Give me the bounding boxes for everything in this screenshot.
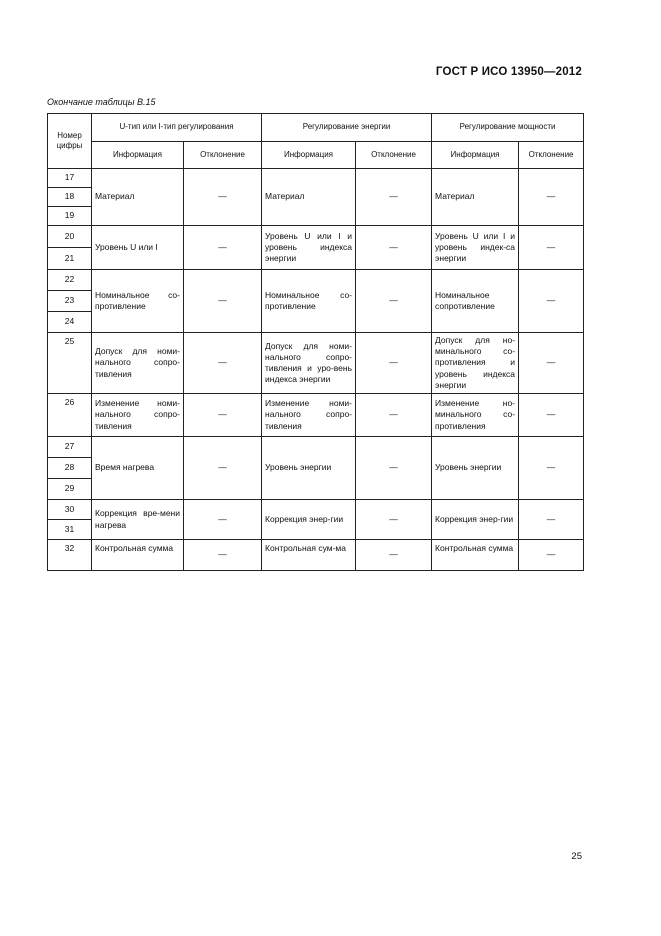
header-digit-number: Номер цифры [48, 114, 92, 169]
info-u: Время нагрева [92, 437, 184, 500]
page-number: 25 [571, 851, 582, 862]
table-row [48, 270, 584, 291]
subheader-info-power: Информация [432, 141, 519, 169]
subheader-info-u: Информация [92, 141, 184, 169]
standard-designation: ГОСТ Р ИСО 13950—2012 [435, 66, 582, 78]
table-row [48, 226, 584, 248]
subheader-deviation-u: Отклонение [184, 141, 262, 169]
deviation-u: — [184, 226, 262, 270]
deviation-energy: — [356, 270, 432, 333]
digit-number: 19 [48, 207, 92, 226]
subheader-deviation-energy: Отклонение [356, 141, 432, 169]
table-row [48, 333, 584, 394]
digit-number: 26 [48, 394, 92, 437]
digit-number: 18 [48, 188, 92, 207]
deviation-energy: — [356, 333, 432, 394]
digit-number: 32 [48, 540, 92, 571]
table-row [48, 394, 584, 437]
info-energy: Уровень U или I и уровень индекса энергии [262, 226, 356, 270]
deviation-energy: — [356, 500, 432, 540]
deviation-u: — [184, 500, 262, 540]
digit-number: 17 [48, 169, 92, 188]
info-power: Уровень энергии [432, 437, 519, 500]
info-u: Уровень U или I [92, 226, 184, 270]
digit-number: 29 [48, 479, 92, 500]
info-power: Допуск для но-минального со-противления и уровень индекса энергии [432, 333, 519, 394]
info-energy: Уровень энергии [262, 437, 356, 500]
header-power-regulation: Регулирование мощности [432, 114, 584, 142]
deviation-energy: — [356, 540, 432, 571]
digit-number: 22 [48, 270, 92, 291]
table-row [48, 500, 584, 520]
info-u: Материал [92, 169, 184, 226]
digit-number: 27 [48, 437, 92, 458]
table-caption: Окончание таблицы В.15 [47, 97, 156, 107]
info-energy: Изменение номи-нального сопро-тивления [262, 394, 356, 437]
info-power: Материал [432, 169, 519, 226]
deviation-power: — [519, 394, 584, 437]
deviation-power: — [519, 437, 584, 500]
deviation-energy: — [356, 169, 432, 226]
deviation-u: — [184, 169, 262, 226]
deviation-energy: — [356, 394, 432, 437]
subheader-info-energy: Информация [262, 141, 356, 169]
digit-number: 31 [48, 520, 92, 540]
deviation-u: — [184, 333, 262, 394]
table-row [48, 169, 584, 188]
info-energy: Материал [262, 169, 356, 226]
deviation-power: — [519, 226, 584, 270]
deviation-energy: — [356, 226, 432, 270]
info-energy: Контрольная сум-ма [262, 540, 356, 571]
info-power: Коррекция энер-гии [432, 500, 519, 540]
specification-table [47, 113, 584, 571]
digit-number: 21 [48, 248, 92, 270]
deviation-u: — [184, 394, 262, 437]
table-row [48, 540, 584, 571]
digit-number: 23 [48, 291, 92, 312]
info-energy: Коррекция энер-гии [262, 500, 356, 540]
info-u: Допуск для номи-нального сопро-тивления [92, 333, 184, 394]
info-u: Коррекция вре-мени нагрева [92, 500, 184, 540]
deviation-power: — [519, 540, 584, 571]
subheader-deviation-power: Отклонение [519, 141, 584, 169]
digit-number: 24 [48, 312, 92, 333]
digit-number: 25 [48, 333, 92, 394]
info-power: Изменение но-минального со-противления [432, 394, 519, 437]
info-power: Контрольная сумма [432, 540, 519, 571]
info-energy: Допуск для номи-нального сопро-тивления и уро-вень индекса энергии [262, 333, 356, 394]
deviation-power: — [519, 169, 584, 226]
info-u: Контрольная сумма [92, 540, 184, 571]
digit-number: 30 [48, 500, 92, 520]
deviation-power: — [519, 333, 584, 394]
deviation-power: — [519, 500, 584, 540]
table-row [48, 437, 584, 458]
digit-number: 28 [48, 458, 92, 479]
deviation-u: — [184, 270, 262, 333]
deviation-u: — [184, 540, 262, 571]
deviation-energy: — [356, 437, 432, 500]
info-power: Номинальное сопротивление [432, 270, 519, 333]
info-u: Номинальное со-противление [92, 270, 184, 333]
info-power: Уровень U или I и уровень индек-са энергии [432, 226, 519, 270]
info-energy: Номинальное со-противление [262, 270, 356, 333]
info-u: Изменение номи-нального сопро-тивления [92, 394, 184, 437]
deviation-u: — [184, 437, 262, 500]
digit-number: 20 [48, 226, 92, 248]
header-u-i-regulation: U-тип или I-тип регулирования [92, 114, 262, 142]
deviation-power: — [519, 270, 584, 333]
header-energy-regulation: Регулирование энергии [262, 114, 432, 142]
